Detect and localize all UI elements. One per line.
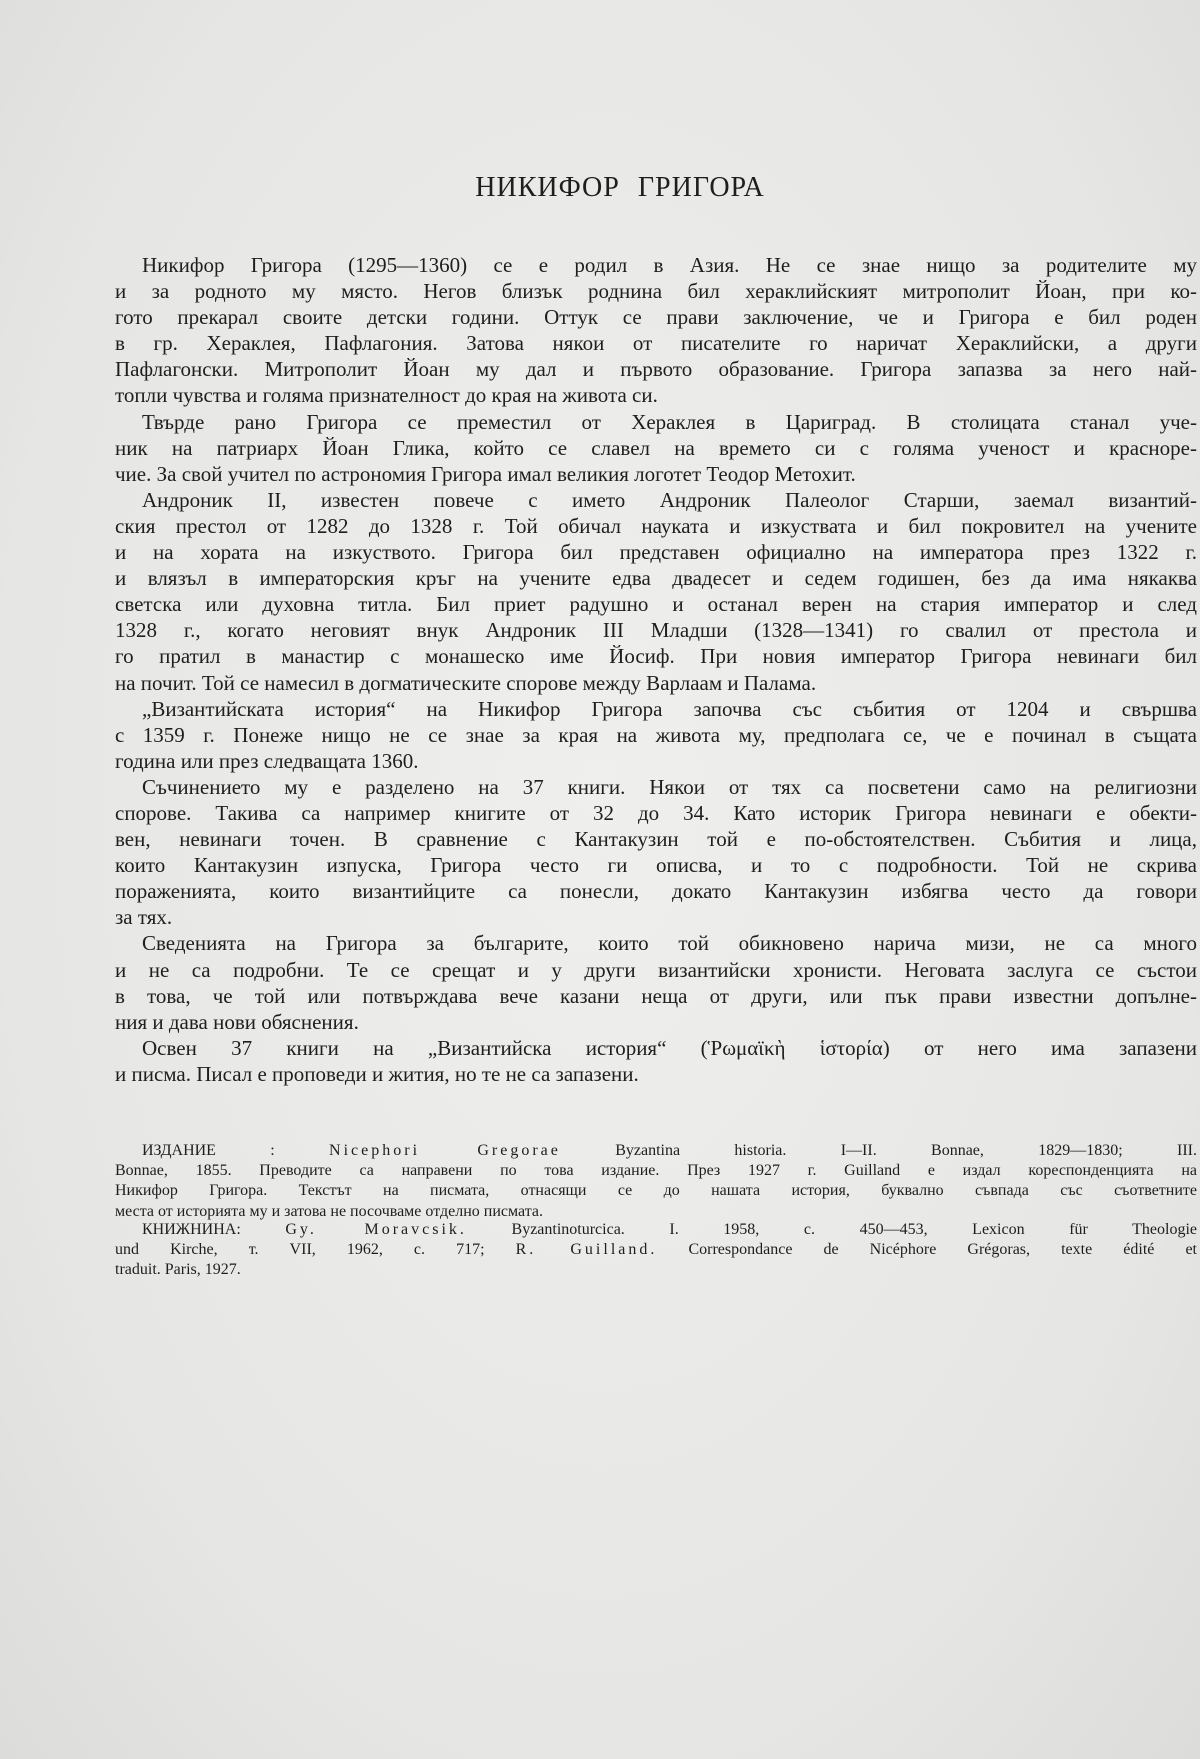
- bibliography-line: traduit. Paris, 1927.: [115, 1261, 241, 1279]
- bibliography-text: Correspondance de Nicéphore Grégoras, texte édité et: [688, 1241, 1197, 1259]
- text-line: Освен 37 книги на „Византийска история“ (Ῥωμαϊκὴ ἱστορία) от него има запазени: [142, 1035, 1197, 1060]
- article-body: [115, 252, 1197, 1087]
- paragraph: [115, 930, 1197, 1034]
- text-line: на почит. Той се намесил в догматическите спорове между Варлаам и Палама.: [115, 670, 817, 695]
- text-line: светска или духовна титла. Бил приет радушно и останал верен на стария император и след: [115, 592, 1197, 617]
- text-line: с 1359 г. Понеже нищо не се знае за края на живота му, предполага се, че е починал в същата: [115, 722, 1197, 747]
- text-line: Твърде рано Григора се преместил от Хераклея в Цариград. В столицата станал уче-: [142, 409, 1197, 434]
- edition-line: Bonnae, 1855. Преводите са направени по това издание. През 1927 г. Guilland е издал кореспонденцията на: [115, 1162, 1197, 1180]
- text-line: и не са подробни. Те се срещат и у други византийски хронисти. Неговата заслуга се състои: [115, 957, 1197, 982]
- text-line: и писма. Писал е проповеди и жития, но те не са запазени.: [115, 1061, 639, 1086]
- text-line: и влязъл в императорския кръг на учените едва двадесет и седем годишен, без да има някаква: [115, 566, 1197, 591]
- edition-text: Byzantina historia. I—II. Bonnae, 1829—1830; III.: [615, 1142, 1197, 1159]
- bibliography-note: [115, 1220, 1197, 1281]
- text-line: които Кантакузин изпуска, Григора често ги описва, и то с подробности. Той не скрива: [115, 853, 1197, 878]
- text-line: 1328 г., когато неговият внук Андроник III Младши (1328—1341) го свалил от престола и: [115, 618, 1197, 643]
- text-line: Андроник II, известен повече с името Андроник Палеолог Старши, заемал византий-: [142, 487, 1197, 512]
- text-line: в гр. Хераклея, Пафлагония. Затова някои от писателите го наричат Хераклийски, а други: [115, 331, 1197, 356]
- text-line: Никифор Григора (1295—1360) се е родил в Азия. Не се знае нищо за родителите му: [142, 253, 1197, 277]
- text-line: чие. За свой учител по астрономия Григора имал великия логотет Теодор Метохит.: [115, 461, 856, 486]
- text-line: Съчинението му е разделено на 37 книги. Някои от тях са посветени само на религиозни: [142, 774, 1197, 799]
- edition-author: Nicephori Gregorae: [329, 1142, 561, 1159]
- paragraph: [115, 409, 1197, 487]
- text-line: и за родното му място. Негов близък роднина бил хераклийският митрополит Йоан, при ко-: [115, 279, 1197, 304]
- bibliography-author: Gy. Moravcsik.: [285, 1221, 467, 1238]
- text-line: за тях.: [115, 905, 173, 930]
- edition-line: [115, 1141, 1197, 1161]
- text-line: го пратил в манастир с монашеско име Йосиф. При новия император Григора невинаги бил: [115, 644, 1197, 669]
- text-line: пораженията, които византийците са понесли, докато Кантакузин избягва често да говори: [115, 879, 1197, 904]
- text-line: топли чувства и голяма признателност до края на живота си.: [115, 383, 658, 408]
- page-title: НИКИФОР ГРИГОРА: [475, 172, 765, 203]
- bibliography-text: und Kirche, т. VII, 1962, с. 717;: [115, 1241, 485, 1259]
- text-line: Пафлагонски. Митрополит Йоан му дал и първото образование. Григора запазва за него най-: [115, 357, 1197, 382]
- edition-note: [115, 1141, 1197, 1222]
- bibliography-line: [115, 1220, 1197, 1240]
- edition-line: места от историята му и затова не посочваме отделно писмата.: [115, 1202, 543, 1220]
- bibliography-text: Byzantinoturcica. I. 1958, с. 450—453, Lexicon für Theologie: [511, 1221, 1198, 1238]
- paragraph: [115, 252, 1197, 409]
- text-line: ския престол от 1282 до 1328 г. Той обичал науката и изкуствата и бил покровител на учените: [115, 513, 1197, 538]
- text-line: година или през следващата 1360.: [115, 748, 419, 773]
- bibliography-line: [115, 1240, 1197, 1260]
- edition-line: Никифор Григора. Текстът на писмата, отнасящи се до нашата история, буквално съвпада със съответните: [115, 1182, 1197, 1200]
- text-line: ник на патриарх Йоан Глика, който се славел на времето си с голяма ученост и красноре-: [115, 435, 1197, 460]
- text-line: гото прекарал своите детски години. Оттук се прави заключение, че и Григора е бил роден: [115, 305, 1197, 330]
- paragraph: [115, 696, 1197, 774]
- bibliography-label: КНИЖНИНА:: [142, 1221, 241, 1238]
- text-line: вен, невинаги точен. В сравнение с Кантакузин той е по-обстоятелствен. Събития и лица,: [115, 827, 1197, 852]
- paragraph: [115, 774, 1197, 931]
- text-line: в това, че той или потвърждава вече казани неща от други, или пък прави известни допълне-: [115, 983, 1197, 1008]
- text-line: Сведенията на Григора за българите, които той обикновено нарича мизи, не са много: [142, 931, 1197, 956]
- text-line: „Византийската история“ на Никифор Григора започва със събития от 1204 и свършва: [142, 696, 1197, 721]
- text-line: и на хората на изкуството. Григора бил представен официално на императора през 1322 г.: [115, 540, 1197, 565]
- text-line: ния и дава нови обяснения.: [115, 1009, 359, 1034]
- edition-label: ИЗДАНИЕ :: [142, 1142, 275, 1159]
- text-line: спорове. Такива са например книгите от 32 до 34. Като историк Григора невинаги е обекти-: [115, 800, 1197, 825]
- paragraph: [115, 1035, 1197, 1087]
- paragraph: [115, 487, 1197, 696]
- bibliography-author: R. Guilland.: [515, 1241, 658, 1259]
